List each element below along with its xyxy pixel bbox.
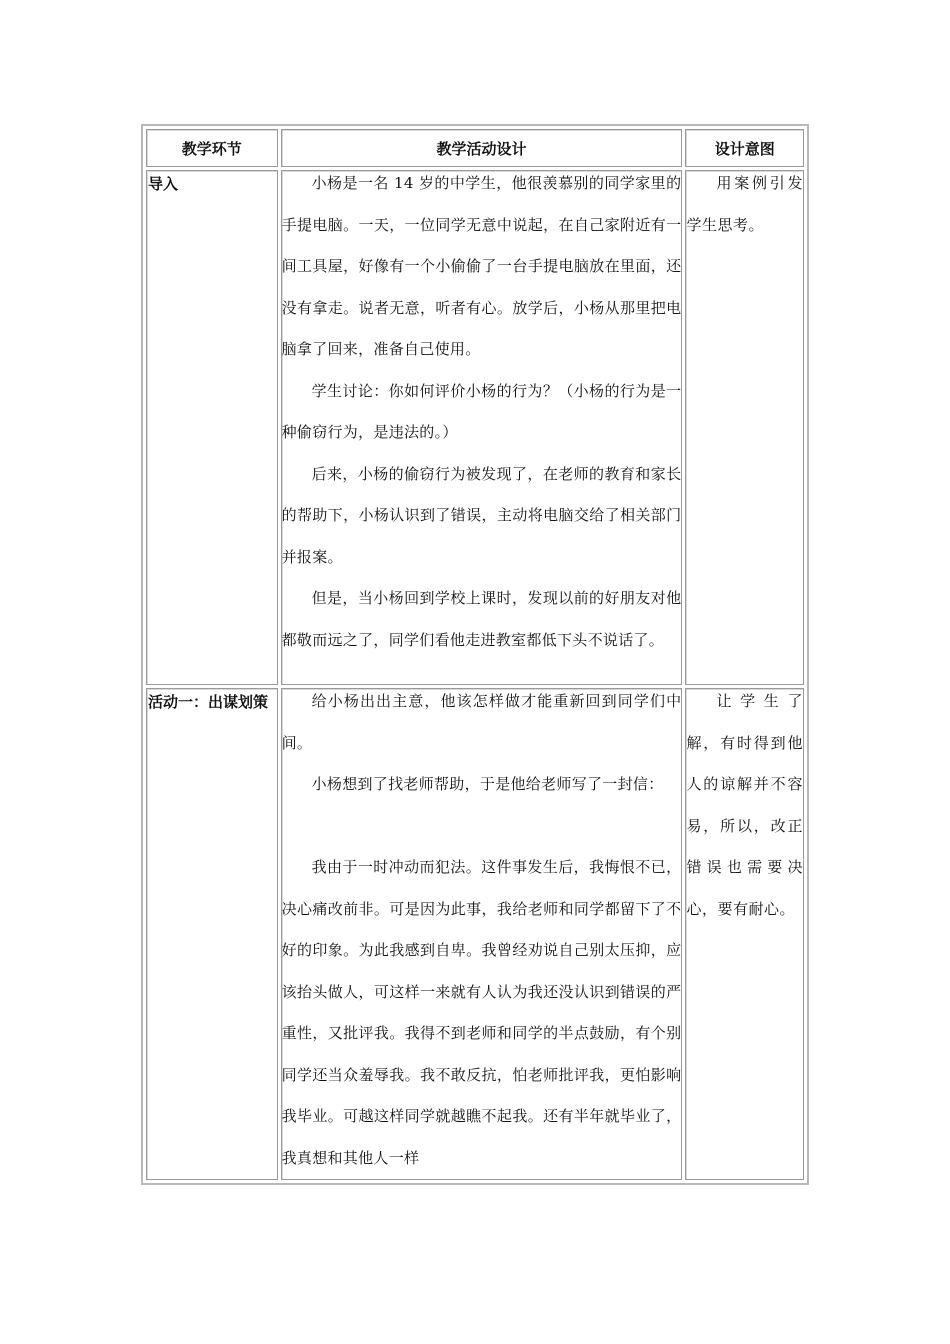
table-row-activity-one: [146, 688, 804, 1180]
activity-paragraph: 学生讨论：你如何评价小杨的行为？（小杨的行为是一种偷窃行为，是违法的。）: [281, 381, 682, 441]
header-activity: 教学活动设计: [281, 129, 683, 167]
intent-text: 用案例引发学生思考。: [686, 174, 803, 234]
activity-paragraph: 给小杨出出主意，他该怎样做才能重新回到同学们中间。: [281, 692, 682, 752]
activity-paragraph: 后来，小杨的偷窃行为被发现了，在老师的教育和家长的帮助下，小杨认识到了错误，主动将电脑交给了相关部门并报案。: [281, 464, 682, 566]
letter-paragraph: 我由于一时冲动而犯法。这件事发生后，我悔恨不已，决心痛改前非。可是因为此事，我给老师和同学都留下了不好的印象。为此我感到自卑。我曾经劝说自己别太压抑，应该抬头做人，可这样一来就有人认为我还没认识到错误的严重性，又批评我。我得不到老师和同学的半点鼓励，有个别同学还当众羞辱我。我不敢反抗，怕老师批评我，更怕影响我毕业。可越这样同学就越瞧不起我。还有半年就毕业了，我真想和其他人一样: [281, 858, 682, 1167]
blank-line: [282, 806, 682, 848]
stage-label: 导入: [148, 175, 179, 193]
activity-cell: [281, 688, 683, 1180]
header-stage: 教学环节: [146, 129, 278, 167]
activity-paragraph: 小杨想到了找老师帮助，于是他给老师写了一封信：: [311, 775, 664, 793]
intent-text: 让学生了解，有时得到他人的谅解并不容易，所以，改正错误也需要决心，要有耐心。: [686, 692, 803, 918]
intent-cell: [685, 688, 804, 1180]
table-row-intro: [146, 170, 804, 685]
stage-cell: [146, 170, 278, 685]
stage-label: 活动一：出谋划策: [148, 693, 269, 711]
header-intent: 设计意图: [685, 129, 804, 167]
intent-cell: [685, 170, 804, 685]
activity-paragraph: 但是，当小杨回到学校上课时，发现以前的好朋友对他都敬而远之了，同学们看他走进教室都低下头不说话了。: [281, 589, 682, 649]
stage-cell: [146, 688, 278, 1180]
lesson-plan-table: [141, 124, 809, 1185]
activity-paragraph: 小杨是一名 14 岁的中学生，他很羡慕别的同学家里的手提电脑。一天，一位同学无意中说起，在自己家附近有一间工具屋，好像有一个小偷偷了一台手提电脑放在里面，还没有拿走。说者无意，听者有心。放学后，小杨从那里把电脑拿了回来，准备自己使用。: [281, 174, 682, 358]
table-header-row: [146, 129, 804, 167]
activity-cell: [281, 170, 683, 685]
